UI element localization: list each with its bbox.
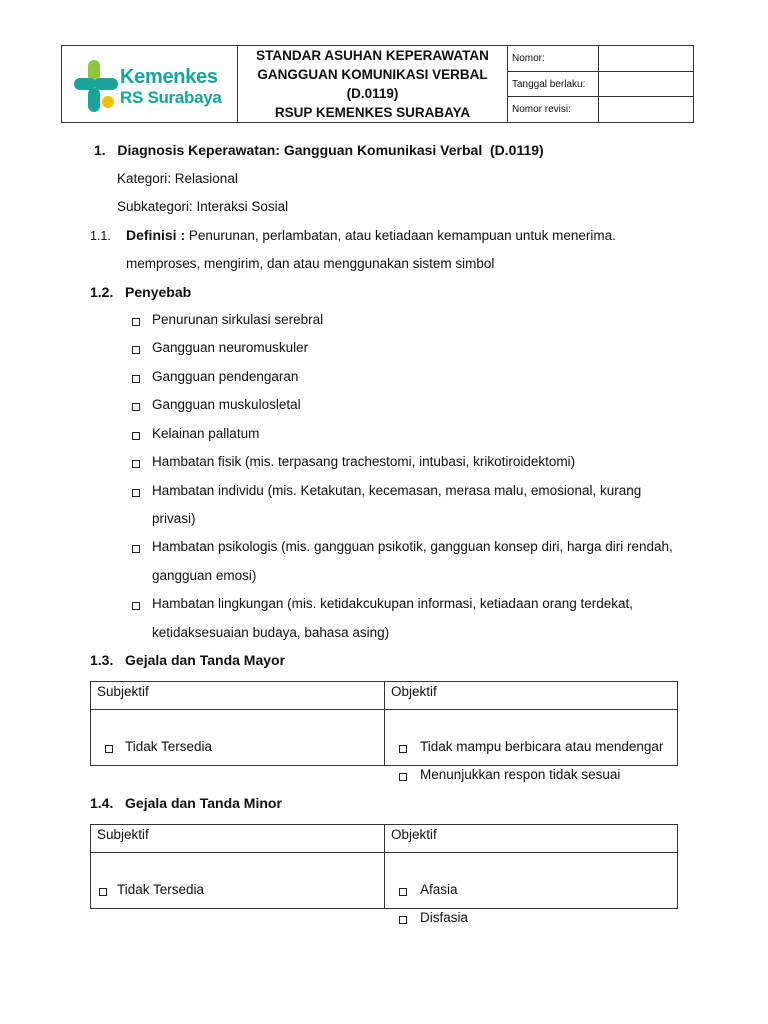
table-header-row [91,825,678,853]
checkbox-icon[interactable] [399,916,407,924]
meta-value [599,72,693,97]
penyebab-item-cont: gangguan emosi) [152,568,257,583]
table-cell [385,710,678,782]
penyebab-item: Gangguan pendengaran [152,369,299,384]
checkbox-icon[interactable] [132,489,140,497]
section-heading-mayor: 1.3. Gejala dan Tanda Mayor [90,652,286,668]
checkbox-icon[interactable] [399,745,407,753]
table-cell [91,710,385,766]
objektif-item: Afasia [420,882,458,897]
penyebab-item: Penurunan sirkulasi serebral [152,312,324,327]
checkbox-icon[interactable] [132,403,140,411]
meta-row-tanggal [508,72,693,98]
col-objektif: Objektif [391,684,437,699]
title-line: (D.0119) [346,86,399,101]
checkbox-icon[interactable] [132,318,140,326]
kemenkes-logo-icon [72,58,124,118]
table-cell [91,853,385,909]
section-heading-minor: 1.4. Gejala dan Tanda Minor [90,795,282,811]
mayor-table [90,681,678,782]
title-line: STANDAR ASUHAN KEPERAWATAN [256,48,489,63]
checkbox-icon[interactable] [132,432,140,440]
table-header-cell [385,825,678,853]
objektif-item: Disfasia [420,910,469,925]
table-header-cell [91,825,385,853]
logo-text-rs-surabaya: RS Surabaya [120,88,222,107]
penyebab-item-cont: privasi) [152,511,196,526]
table-header-row [91,682,678,710]
document-header [61,45,694,123]
checkbox-icon[interactable] [132,545,140,553]
meta-label: Tanggal berlaku: [508,72,599,97]
subjektif-item: Tidak Tersedia [117,882,205,897]
checkbox-icon[interactable] [132,460,140,468]
minor-table [90,824,678,925]
title-line: GANGGUAN KOMUNIKASI VERBAL [257,67,488,82]
definisi-text: Penurunan, perlambatan, atau ketiadaan kemampuan untuk menerima. [185,228,616,243]
subkategori-text: Subkategori: Interaksi Sosial [117,199,289,214]
definisi-number: 1.1. [90,229,111,243]
col-subjektif: Subjektif [97,684,149,699]
meta-label: Nomor revisi: [508,97,599,122]
meta-value [599,46,693,71]
meta-row-nomor [508,46,693,72]
table-cell [385,853,678,925]
section-heading-penyebab: 1.2. Penyebab [90,284,192,300]
checkbox-icon[interactable] [399,888,407,896]
section-heading-diagnosis: 1. Diagnosis Keperawatan: Gangguan Komunikasi Verbal (D.0119) [94,142,544,158]
subjektif-item: Tidak Tersedia [125,739,213,754]
definisi-text-cont: memproses, mengirim, dan atau menggunakan sistem simbol [126,256,495,271]
objektif-item: Tidak mampu berbicara atau mendengar [420,739,664,754]
checkbox-icon[interactable] [132,375,140,383]
penyebab-item: Gangguan muskulosletal [152,397,301,412]
penyebab-item: Hambatan individu (mis. Ketakutan, kecemasan, merasa malu, emosional, kurang [152,483,642,498]
table-row [91,853,678,909]
document-title [238,46,508,122]
table-header-cell [91,682,385,710]
penyebab-item: Gangguan neuromuskuler [152,340,309,355]
title-line: RSUP KEMENKES SURABAYA [274,105,471,120]
checkbox-icon[interactable] [399,773,407,781]
definisi-label: Definisi : [126,227,186,243]
definisi-line [126,227,616,243]
checkbox-icon[interactable] [105,745,113,753]
kategori-text: Kategori: Relasional [117,171,238,186]
checkbox-icon[interactable] [99,888,107,896]
penyebab-item-cont: ketidaksesuaian budaya, bahasa asing) [152,625,390,640]
checkbox-icon[interactable] [132,602,140,610]
penyebab-item: Kelainan pallatum [152,426,260,441]
logo-text-kemenkes: Kemenkes [120,66,218,88]
logo-cell [62,46,238,122]
penyebab-item: Hambatan fisik (mis. terpasang trachestomi, intubasi, krikotiroidektomi) [152,454,576,469]
meta-label: Nomor: [508,46,599,71]
table-header-cell [385,682,678,710]
penyebab-item: Hambatan psikologis (mis. gangguan psikotik, gangguan konsep diri, harga diri rendah, [152,539,673,554]
checkbox-icon[interactable] [132,346,140,354]
document-meta [508,46,693,122]
meta-row-revisi [508,97,693,122]
col-subjektif: Subjektif [97,827,149,842]
objektif-item: Menunjukkan respon tidak sesuai [420,767,621,782]
meta-value [599,97,693,122]
col-objektif: Objektif [391,827,437,842]
penyebab-item: Hambatan lingkungan (mis. ketidakcukupan informasi, ketiadaan orang terdekat, [152,596,634,611]
table-row [91,710,678,766]
